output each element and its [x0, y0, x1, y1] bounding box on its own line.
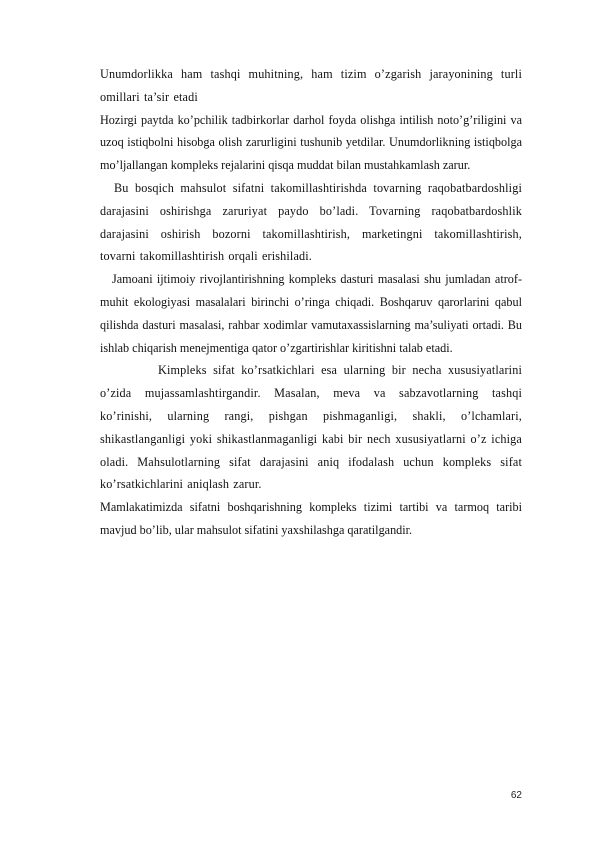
- paragraph-6: Mamlakatimizda sifatni boshqarishning kompleks tizimi tartibi va tarmoq taribi mavjud bo’lib, ular mahsulot sifatini yaxshilashga qaratilgandir.: [100, 500, 522, 537]
- paragraph-3: Bu bosqich mahsulot sifatni takomillashtirishda tovarning raqobatbardoshligi darajasini oshirishga zaruriyat paydo bo’ladi. Tovarning raqobatbardoshlik darajasini oshirish bozorni takomillashtirish, marketingni takomillashtirish, tovarni takomillashtirish orqali erishiladi.: [100, 180, 522, 264]
- paragraph-4: Jamoani ijtimoiy rivojlantirishning kompleks dasturi masalasi shu jumladan atrof-muhit ekologiyasi masalalari birinchi o’ringa chiqadi. Boshqaruv qarorlarini qabul qilishda dasturi masalasi, rahbar xodimlar vamutaxassislarning ma’suliyati ortadi. Bu ishlab chiqarish menejmentiga qator o’zgartirishlar kiritishni talab etadi.: [100, 272, 522, 355]
- paragraph-1: Unumdorlikka ham tashqi muhitning, ham tizim o’zgarish jarayonining turli omillari ta’sir etadi: [100, 67, 522, 104]
- document-body: [100, 63, 522, 542]
- paragraph-2: Hozirgi paytda ko’pchilik tadbirkorlar darhol foyda olishga intilish noto’g’riligini va uzoq istiqbolni hisobga olish zarurligini tushunib yetdilar. Unumdorlikning istiqbolga mo’ljallangan kompleks rejalarini qisqa muddat bilan mustahkamlash zarur.: [100, 112, 522, 173]
- paragraph-5: Kimpleks sifat ko’rsatkichlari esa ularning bir necha xususiyatlarini o’zida mujassamlashtirgandir. Masalan, meva va sabzavotlarning tashqi ko’rinishi, ularning rangi, pishgan pishmaganligi, shakli, o’lchamlari, shikastlanganligi yoki shikastlanmaganligi kabi bir nech xususiyatlarni o’z ichiga oladi. Mahsulotlarning sifat darajasini aniq ifodalash uchun kompleks sifat ko’rsatkichlarini aniqlash zarur.: [100, 363, 522, 492]
- page-number: 62: [510, 790, 522, 801]
